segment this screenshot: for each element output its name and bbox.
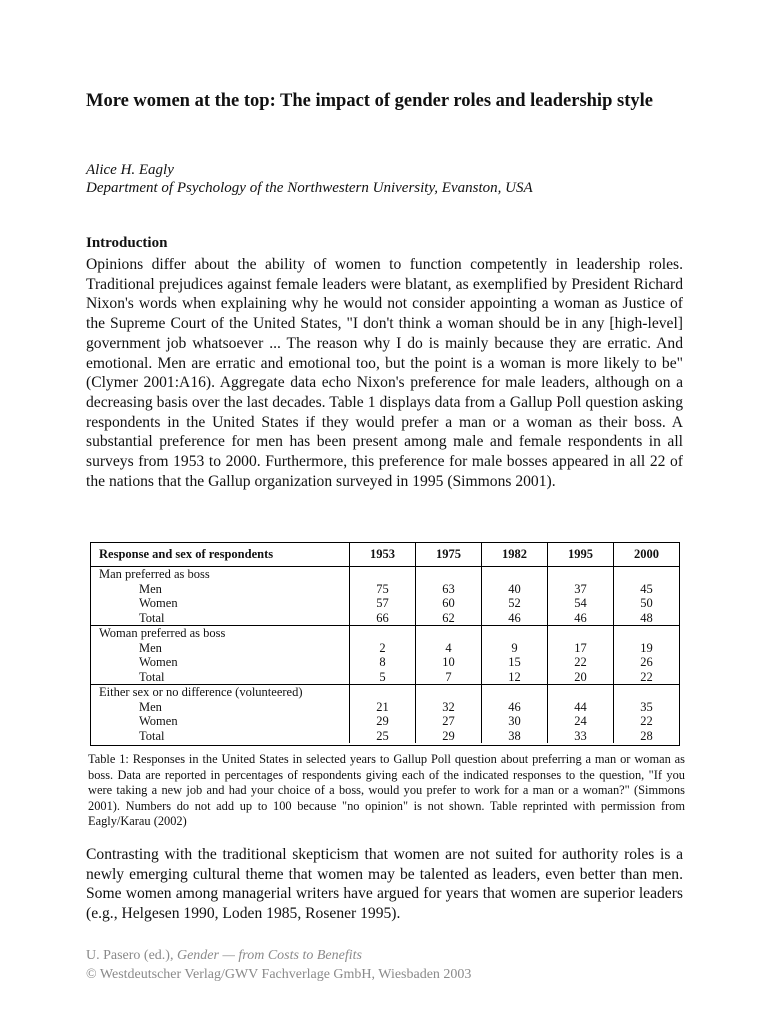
table-cell: 38	[482, 729, 548, 744]
table-row	[91, 655, 679, 670]
table-body	[91, 567, 679, 744]
table-cell: 66	[350, 611, 416, 626]
table-cell: 22	[614, 670, 680, 685]
table-empty-cell	[350, 685, 416, 700]
table-cell: 48	[614, 611, 680, 626]
table-row-label: Total	[139, 669, 165, 684]
table-row	[91, 729, 679, 744]
page-footer	[86, 946, 471, 984]
table-cell: 52	[482, 596, 548, 611]
footer-copyright: © Westdeutscher Verlag/GWV Fachverlage GmbH, Wiesbaden 2003	[86, 967, 472, 982]
table-empty-cell	[482, 567, 548, 582]
table-caption: Table 1: Responses in the United States in selected years to Gallup Poll question about preferring a man or woman as boss. Data are reported in percentages of respondents giving each of the indicated responses to the question, "If you were taking a new job and had your choice of a boss, would you prefer to work for a man or a woman?" (Simmons 2001). Numbers do not add up to 100 because "no opinion" is not shown. Table reprinted with permission from Eagly/Karau (2002)	[88, 752, 685, 829]
table-cell: 40	[482, 582, 548, 597]
table-cell: 19	[614, 641, 680, 656]
table-cell: 32	[416, 700, 482, 715]
table-year-header: 1975	[416, 543, 482, 567]
table-cell: 17	[548, 641, 614, 656]
table-cell: 24	[548, 714, 614, 729]
table-cell: 57	[350, 596, 416, 611]
table-grid	[91, 543, 679, 743]
table-row	[91, 611, 679, 626]
table-cell: 26	[614, 655, 680, 670]
table-group-label: Woman preferred as boss	[91, 626, 350, 641]
table-cell: 25	[350, 729, 416, 744]
table-cell: 5	[350, 670, 416, 685]
table-cell: 10	[416, 655, 482, 670]
table-group-row	[91, 567, 679, 582]
table-cell: 15	[482, 655, 548, 670]
table-group-label: Either sex or no difference (volunteered)	[91, 685, 350, 700]
table-cell: 12	[482, 670, 548, 685]
table-row	[91, 582, 679, 597]
table-row	[91, 714, 679, 729]
table-empty-cell	[548, 567, 614, 582]
table-cell: 62	[416, 611, 482, 626]
table-row-label: Men	[139, 699, 162, 714]
table-cell: 37	[548, 582, 614, 597]
table-row	[91, 700, 679, 715]
section-heading: Introduction	[86, 235, 168, 251]
table-cell: 22	[614, 714, 680, 729]
table-row-label: Women	[139, 596, 178, 610]
table-cell: 35	[614, 700, 680, 715]
footer-editor: U. Pasero (ed.),	[86, 948, 177, 963]
table-empty-cell	[614, 685, 680, 700]
table-cell: 22	[548, 655, 614, 670]
table-cell: 21	[350, 700, 416, 715]
table-cell: 28	[614, 729, 680, 744]
table-cell: 2	[350, 641, 416, 656]
table-empty-cell	[350, 626, 416, 641]
table-row	[91, 670, 679, 685]
table-empty-cell	[416, 685, 482, 700]
table-empty-cell	[416, 626, 482, 641]
table-empty-cell	[350, 567, 416, 582]
table-cell: 54	[548, 596, 614, 611]
table-cell: 50	[614, 596, 680, 611]
table-group-row	[91, 626, 679, 641]
table-row-label: Women	[139, 655, 178, 669]
data-table	[90, 542, 680, 746]
author-affiliation: Department of Psychology of the Northwestern University, Evanston, USA	[86, 180, 533, 196]
table-row-label: Total	[139, 610, 165, 625]
table-year-header: 1982	[482, 543, 548, 567]
table-cell: 46	[548, 611, 614, 626]
table-row-label: Men	[139, 640, 162, 655]
table-cell: 29	[416, 729, 482, 744]
table-cell: 46	[482, 611, 548, 626]
table-cell: 29	[350, 714, 416, 729]
table-empty-cell	[548, 626, 614, 641]
table-cell: 27	[416, 714, 482, 729]
table-empty-cell	[416, 567, 482, 582]
table-year-header: 1953	[350, 543, 416, 567]
table-empty-cell	[548, 685, 614, 700]
table-cell: 44	[548, 700, 614, 715]
table-group-row	[91, 685, 679, 700]
table-cell: 20	[548, 670, 614, 685]
table-row-label: Men	[139, 581, 162, 596]
intro-paragraph: Opinions differ about the ability of women to function competently in leadership roles. Traditional prejudices against female leaders were blatant, as exemplified by President Richard Nixon's words when explaining why he would not consider appointing a woman as Justice of the Supreme Court of the United States, "I don't think a woman should be in any [high-level] government job whatsoever ... The reason why I do is mainly because they are erratic. And emotional. Men are erratic and emotional too, but the point is a woman is more likely to be" (Clymer 2001:A16). Aggregate data echo Nixon's preference for male leaders, although on a decreasing basis over the last decades. Table 1 displays data from a Gallup Poll question asking respondents in the United States if they would prefer a man or a woman as their boss. A substantial preference for men has been present among male and female respondents in all surveys from 1953 to 2000. Furthermore, this preference for male bosses appeared in all 22 of the nations that the Gallup organization surveyed in 1995 (Simmons 2001).	[86, 256, 683, 490]
table-header-row	[91, 543, 679, 567]
table-row	[91, 641, 679, 656]
table-cell: 33	[548, 729, 614, 744]
table-year-header: 1995	[548, 543, 614, 567]
table-row	[91, 596, 679, 611]
table-empty-cell	[614, 567, 680, 582]
table-empty-cell	[482, 685, 548, 700]
table-cell: 46	[482, 700, 548, 715]
table-cell: 75	[350, 582, 416, 597]
article-title: More women at the top: The impact of gender roles and leadership style	[86, 91, 653, 111]
footer-book-title: Gender — from Costs to Benefits	[176, 948, 362, 963]
table-cell: 30	[482, 714, 548, 729]
table-group-label: Man preferred as boss	[99, 567, 210, 581]
table-empty-cell	[482, 626, 548, 641]
table-row-label: Total	[139, 728, 165, 743]
table-cell: 4	[416, 641, 482, 656]
table-empty-cell	[614, 626, 680, 641]
table-row-label: Women	[139, 714, 178, 728]
author-name: Alice H. Eagly	[86, 162, 174, 178]
footer-source	[86, 946, 471, 965]
body-paragraph: Contrasting with the traditional skepticism that women are not suited for authority roles is a newly emerging cultural theme that women may be talented as leaders, even better than men. Some women among managerial writers have argued for years that women are superior leaders (e.g., Helgesen 1990, Loden 1985, Rosener 1995).	[86, 846, 683, 923]
table-header-label: Response and sex of respondents	[91, 543, 350, 567]
table-cell: 8	[350, 655, 416, 670]
table-cell: 60	[416, 596, 482, 611]
table-cell: 63	[416, 582, 482, 597]
table-year-header: 2000	[614, 543, 680, 567]
table-cell: 9	[482, 641, 548, 656]
table-cell: 45	[614, 582, 680, 597]
table-cell: 7	[416, 670, 482, 685]
